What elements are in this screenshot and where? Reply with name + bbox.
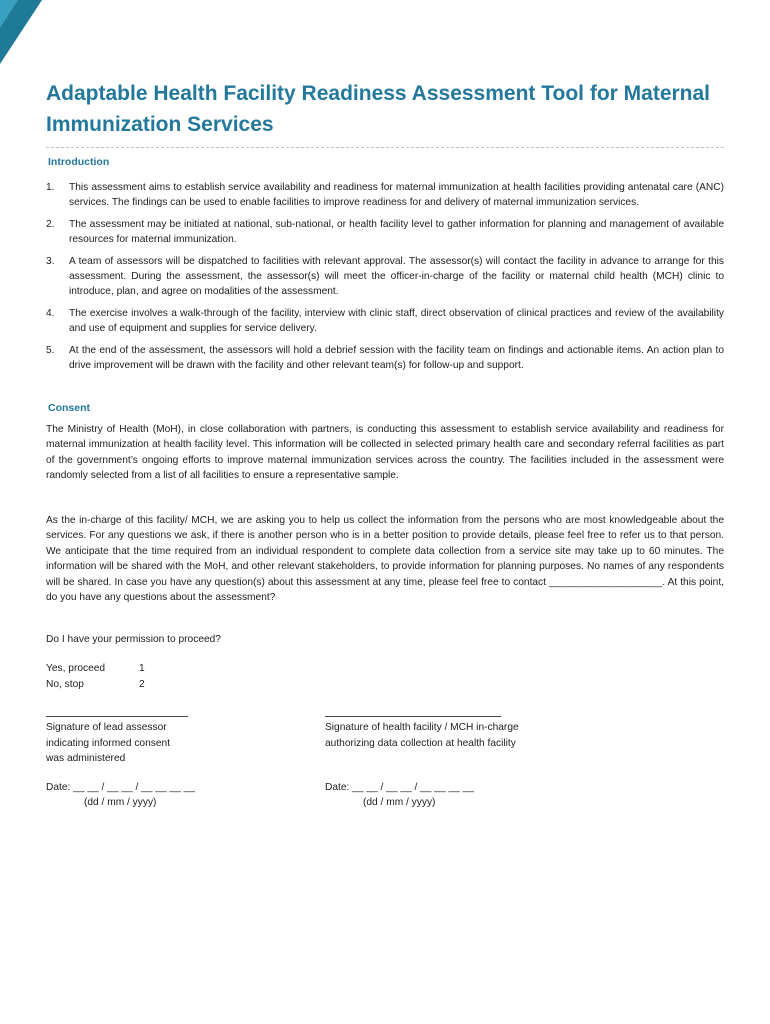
title-divider — [46, 147, 724, 148]
signature-line[interactable] — [325, 716, 501, 717]
date-input[interactable]: Date: __ __ / __ __ / __ __ __ __ — [46, 782, 195, 793]
list-item: 2. The assessment may be initiated at national, sub-national, or health facility level to gather information for planning and management of available resources for maternal immunization. — [46, 218, 724, 246]
introduction-list — [46, 180, 724, 379]
page-title: Adaptable Health Facility Readiness Assessment Tool for Maternal Immunization Services — [46, 82, 711, 136]
introduction-heading: Introduction — [48, 156, 110, 168]
consent-heading: Consent — [48, 402, 90, 414]
consent-paragraph-1: The Ministry of Health (MoH), in close collaboration with partners, is conducting this assessment to establish service availability and readiness for maternal immunization at health facility level. This information will be collected in selected primary health care and secondary referral facilities as part of the government’s ongoing efforts to improve maternal immunization services across the country. The facilities included in the assessment were randomly selected from a list of all facilities to ensure a representative sample. — [46, 424, 724, 482]
date-format-hint: (dd / mm / yyyy) — [363, 797, 436, 808]
option-code: 1 — [139, 663, 145, 674]
signature-label: Signature of lead assessor — [46, 722, 167, 733]
facility-incharge-date-field[interactable] — [325, 780, 585, 810]
facility-incharge-signature-block — [325, 716, 605, 751]
corner-decoration — [0, 0, 60, 70]
option-label: No, stop — [46, 679, 84, 690]
option-label: Yes, proceed — [46, 663, 106, 674]
list-item: 3. A team of assessors will be dispatched to facilities with relevant approval. The assessor(s) will contact the facility in advance to arrange for this assessment. During the assessment, the assessor(s) will meet the officer-in-charge of the facility or maternal child health (MCH) clinic to introduce, plan, and agree on modalities of the assessment. — [46, 255, 724, 298]
option-yes-proceed[interactable] — [46, 661, 145, 676]
permission-question: Do I have your permission to proceed? — [46, 634, 221, 645]
lead-assessor-date-field[interactable] — [46, 780, 286, 810]
signature-label: Signature of health facility / MCH in-charge — [325, 722, 519, 733]
date-input[interactable]: Date: __ __ / __ __ / __ __ __ __ — [325, 782, 474, 793]
option-no-stop[interactable] — [46, 677, 145, 692]
date-format-hint: (dd / mm / yyyy) — [84, 797, 157, 808]
list-item: 4. The exercise involves a walk-through of the facility, interview with clinic staff, direct observation of clinical practices and review of the availability and use of equipment and supplies for service delivery. — [46, 307, 724, 335]
list-item: 5. At the end of the assessment, the assessors will hold a debrief session with the facility team on findings and actionable items. An action plan to drive improvement will be drawn with the facility and other relevant team(s) for follow-up and support. — [46, 344, 724, 372]
signature-label: authorizing data collection at health facility — [325, 737, 516, 749]
list-item: 1. This assessment aims to establish service availability and readiness for maternal immunization at health facilities providing antenatal care (ANC) services. The findings can be used to enable facilities to improve readiness for and delivery of maternal immunization services. — [46, 182, 724, 209]
signature-label: was administered — [46, 753, 126, 764]
signature-line[interactable] — [46, 716, 188, 717]
consent-paragraph-2: As the in-charge of this facility/ MCH, we are asking you to help us collect the information from the persons who are most knowledgeable about the services. For any questions we ask, if there is another person who is in a better position to provide details, please feel free to refer us to that person. We anticipate that the time required from an individual respondent to complete data collection from a service site may take up to 60 minutes. The information will be shared with the MoH, and other relevant stakeholders, to provide information for planning purposes. No names of any respondents will be shared. In case you have any question(s) about this assessment at any time, please feel free to contact ____________________. At this point, do you have any questions about the assessment? — [46, 515, 724, 604]
option-code: 2 — [139, 679, 145, 690]
signature-label: indicating informed consent — [46, 737, 171, 749]
lead-assessor-signature-block — [46, 716, 286, 767]
